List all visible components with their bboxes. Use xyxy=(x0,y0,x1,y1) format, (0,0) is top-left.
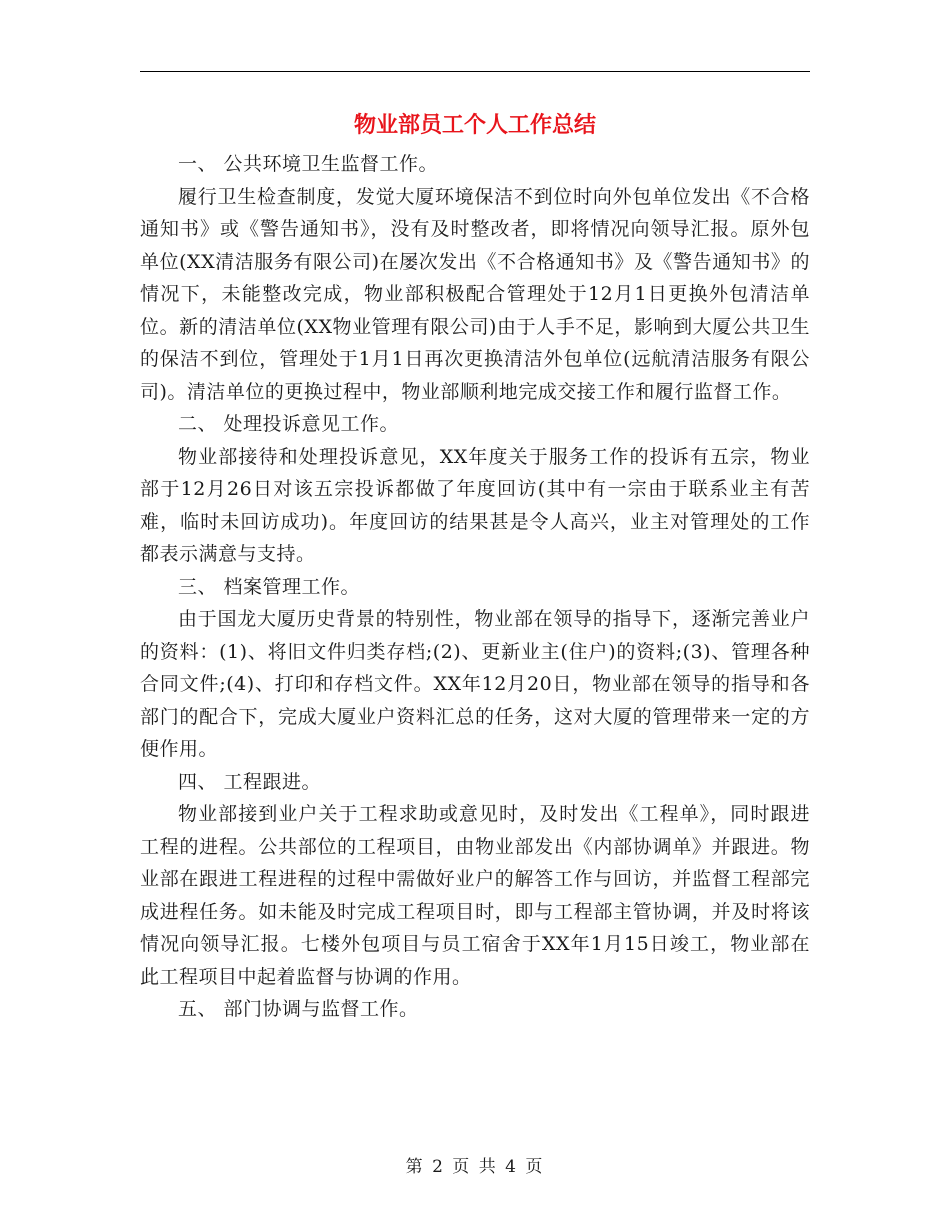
document-title: 物业部员工个人工作总结 xyxy=(353,112,596,138)
section-paragraph-3: 由于国龙大厦历史背景的特别性，物业部在领导的指导下，逐渐完善业户的资料：(1)、将旧文件归类存档;(2)、更新业主(住户)的资料;(3)、管理各种合同文件;(4)、打印和存档文件。XX年12月20日，物业部在领导的指导和各部门的配合下，完成大厦业户资料汇总的任务，这对大厦的管理带来一定的方便作用。 xyxy=(140,608,810,760)
header-rule xyxy=(140,71,810,72)
section-heading-3: 三、 档案管理工作。 xyxy=(178,575,361,598)
page-number-footer: 第 2 页 共 4 页 xyxy=(405,1157,545,1177)
section-heading-2: 二、 处理投诉意见工作。 xyxy=(178,413,400,435)
document-body xyxy=(140,148,810,1026)
section-paragraph-2: 物业部接待和处理投诉意见，XX年度关于服务工作的投诉有五宗，物业部于12月26日对该五宗投诉都做了年度回访(其中有一宗由于联系业主有苦难，临时未回访成功)。年度回访的结果甚是令人高兴，业主对管理处的工作都表示满意与支持。 xyxy=(140,445,810,565)
section-heading-1: 一、 公共环境卫生监督工作。 xyxy=(178,153,439,175)
section-paragraph-1: 履行卫生检查制度，发觉大厦环境保洁不到位时向外包单位发出《不合格通知书》或《警告通知书》，没有及时整改者，即将情况向领导汇报。原外包单位(XX清洁服务有限公司)在屡次发出《不合格通知书》及《警告通知书》的情况下，未能整改完成，物业部积极配合管理处于12月1日更换外包清洁单位。新的清洁单位(XX物业管理有限公司)由于人手不足，影响到大厦公共卫生的保洁不到位，管理处于1月1日再次更换清洁外包单位(远航清洁服务有限公司)。清洁单位的更换过程中，物业部顺利地完成交接工作和履行监督工作。 xyxy=(140,185,810,403)
section-heading-5: 五、 部门协调与监督工作。 xyxy=(178,998,419,1020)
section-paragraph-4: 物业部接到业户关于工程求助或意见时，及时发出《工程单》，同时跟进工程的进程。公共部位的工程项目，由物业部发出《内部协调单》并跟进。物业部在跟进工程进程的过程中需做好业户的解答工作与回访，并监督工程部完成进程任务。如未能及时完成工程项目时，即与工程部主管协调，并及时将该情况向领导汇报。七楼外包项目与员工宿舍于XX年1月15日竣工，物业部在此工程项目中起着监督与协调的作用。 xyxy=(140,803,810,988)
section-heading-4: 四、 工程跟进。 xyxy=(178,770,322,793)
